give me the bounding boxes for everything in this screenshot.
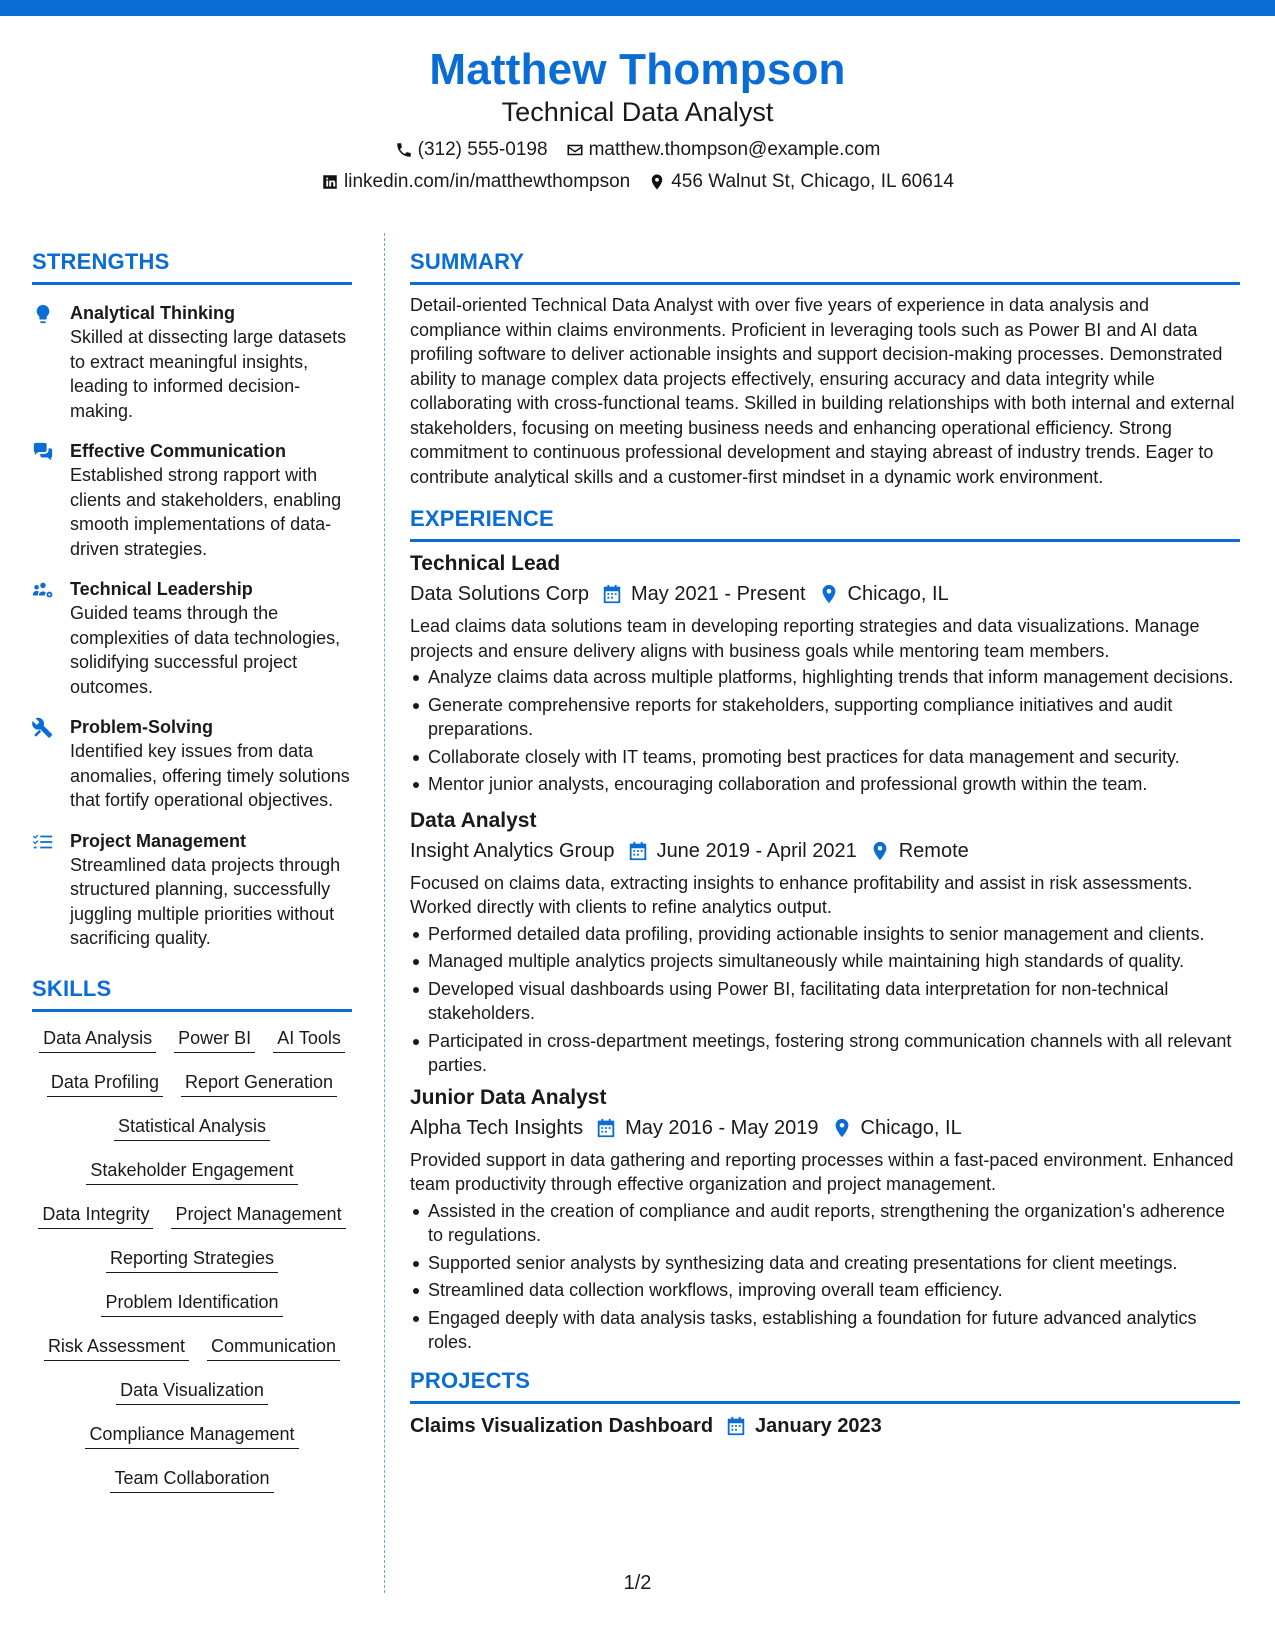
candidate-title: Technical Data Analyst — [501, 97, 774, 127]
linkedin-text[interactable]: linkedin.com/in/matthewthompson — [344, 171, 631, 192]
bullet-item: Streamlined data collection workflows, improving overall team efficiency. — [410, 1278, 1240, 1303]
linkedin-icon — [321, 173, 339, 191]
job-bullets — [410, 1199, 1240, 1355]
skill-tag: Team Collaboration — [110, 1466, 273, 1493]
contact-phone — [395, 138, 548, 162]
resume-header — [0, 44, 1275, 194]
strength-title: Effective Communication — [70, 441, 287, 461]
project-entry — [410, 1412, 1240, 1440]
skill-tag: Project Management — [171, 1202, 345, 1229]
phone-icon — [395, 141, 413, 159]
job-company: Data Solutions Corp — [410, 583, 589, 605]
address-text: 456 Walnut St, Chicago, IL 60614 — [671, 171, 954, 192]
skill-tag: Data Integrity — [38, 1202, 153, 1229]
strength-desc: Streamlined data projects through structured planning, successfully juggling multiple priorities without sacrificing quality. — [70, 854, 341, 948]
skill-tag: AI Tools — [273, 1026, 345, 1053]
project-name: Claims Visualization Dashboard — [410, 1414, 714, 1437]
strength-item — [32, 829, 352, 951]
job-company: Alpha Tech Insights — [410, 1116, 584, 1139]
bullet-item: Analyze claims data across multiple platforms, highlighting trends that inform management decisions. — [410, 665, 1240, 690]
left-column — [32, 248, 352, 1510]
job-meta — [410, 837, 1240, 865]
chat-bubbles-icon — [32, 441, 54, 463]
contact-row-1 — [0, 138, 1275, 162]
skill-row — [32, 1202, 352, 1229]
calendar-icon — [601, 583, 623, 605]
skill-row — [32, 1334, 352, 1361]
experience-heading: EXPERIENCE — [410, 505, 1240, 542]
bullet-item: Generate comprehensive reports for stakeholders, supporting compliance initiatives and audit preparations. — [410, 693, 1240, 742]
bullet-item: Performed detailed data profiling, providing actionable insights to senior management and clients. — [410, 922, 1240, 947]
skill-tag: Communication — [207, 1334, 340, 1361]
skill-tag: Report Generation — [181, 1070, 337, 1097]
bullet-item: Engaged deeply with data analysis tasks, establishing a foundation for future advanced analytics roles. — [410, 1306, 1240, 1355]
job-description: Lead claims data solutions team in developing reporting strategies and data visualizations. Manage projects and ensure delivery aligns with business goals while mentoring team members. — [410, 616, 1200, 661]
strength-title: Analytical Thinking — [70, 303, 236, 323]
strength-desc: Skilled at dissecting large datasets to extract meaningful insights, leading to informed decision-making. — [70, 327, 347, 421]
envelope-icon — [566, 141, 584, 159]
calendar-icon — [595, 1117, 617, 1139]
email-text[interactable]: matthew.thompson@example.com — [588, 139, 881, 160]
strength-desc: Identified key issues from data anomalies, offering timely solutions that fortify operational objectives. — [70, 741, 350, 810]
job-dates: May 2016 - May 2019 — [625, 1116, 819, 1139]
bullet-item: Collaborate closely with IT teams, promoting best practices for data management and security. — [410, 745, 1240, 770]
bullet-item: Supported senior analysts by synthesizing data and creating presentations for client meetings. — [410, 1251, 1240, 1276]
job-bullets — [410, 922, 1240, 1078]
calendar-icon — [627, 840, 649, 862]
contact-email[interactable] — [566, 138, 881, 162]
bullet-item: Mentor junior analysts, encouraging collaboration and professional growth within the team. — [410, 772, 1240, 797]
strength-desc: Guided teams through the complexities of data technologies, solidifying successful project outcomes. — [70, 603, 341, 697]
column-divider — [384, 233, 385, 1593]
job-meta — [410, 1114, 1240, 1142]
contact-address — [648, 170, 954, 194]
bullet-item: Managed multiple analytics projects simultaneously while maintaining high standards of quality. — [410, 949, 1240, 974]
skill-row — [32, 1378, 352, 1405]
strength-title: Problem-Solving — [70, 717, 214, 737]
strengths-heading: STRENGTHS — [32, 248, 352, 285]
bullet-item: Assisted in the creation of compliance and audit reports, strengthening the organization's adherence to regulations. — [410, 1199, 1240, 1248]
skill-row — [32, 1114, 352, 1141]
job-entry — [410, 807, 1240, 1078]
skill-tag: Stakeholder Engagement — [86, 1158, 297, 1185]
strength-title: Project Management — [70, 830, 247, 851]
job-description: Provided support in data gathering and reporting processes within a fast-paced environment. Enhanced team productivity through effective organization and project management. — [410, 1149, 1234, 1194]
summary-heading: SUMMARY — [410, 248, 1240, 285]
skill-tag: Power BI — [174, 1026, 255, 1053]
lightbulb-icon — [32, 303, 54, 325]
contact-linkedin[interactable] — [321, 170, 630, 194]
job-dates: June 2019 - April 2021 — [656, 839, 857, 862]
team-gear-icon — [32, 579, 54, 601]
job-location: Remote — [898, 839, 969, 862]
skill-row — [32, 1290, 352, 1317]
candidate-name: Matthew Thompson — [429, 45, 846, 94]
strength-item — [32, 715, 352, 813]
map-pin-icon — [869, 840, 891, 862]
job-entry — [410, 550, 1240, 797]
bullet-item: Participated in cross-department meetings, fostering strong communication channels with all relevant parties. — [410, 1029, 1240, 1078]
task-list-icon — [32, 831, 54, 853]
skill-tag: Compliance Management — [85, 1422, 298, 1449]
tools-icon — [32, 717, 54, 739]
strength-item — [32, 439, 352, 561]
skills-list — [32, 1026, 352, 1493]
job-company: Insight Analytics Group — [410, 839, 615, 862]
strength-title: Technical Leadership — [70, 579, 253, 599]
projects-heading: PROJECTS — [410, 1367, 1240, 1404]
skill-row — [32, 1246, 352, 1273]
job-location: Chicago, IL — [847, 583, 949, 605]
calendar-icon — [725, 1415, 747, 1437]
job-title: Data Analyst — [410, 808, 537, 832]
skill-tag: Reporting Strategies — [106, 1246, 278, 1273]
phone-text: (312) 555-0198 — [417, 139, 548, 160]
skill-row — [32, 1026, 352, 1053]
skill-tag: Problem Identification — [101, 1290, 282, 1317]
map-pin-icon — [818, 583, 840, 605]
job-title: Technical Lead — [410, 552, 561, 575]
job-meta — [410, 580, 1240, 608]
job-dates: May 2021 - Present — [630, 583, 806, 605]
strength-item — [32, 577, 352, 699]
strength-item — [32, 301, 352, 423]
skill-row — [32, 1158, 352, 1185]
bullet-item: Developed visual dashboards using Power BI, facilitating data interpretation for non-technical stakeholders. — [410, 977, 1240, 1026]
skill-tag: Data Profiling — [47, 1070, 163, 1097]
map-pin-icon — [831, 1117, 853, 1139]
job-location: Chicago, IL — [860, 1116, 962, 1139]
skill-row — [32, 1422, 352, 1449]
skill-tag: Risk Assessment — [44, 1334, 189, 1361]
job-description: Focused on claims data, extracting insights to enhance profitability and assist in risk assessments. Worked directly with clients to refine analytics output. — [410, 872, 1193, 917]
skill-tag: Data Analysis — [39, 1026, 156, 1053]
strength-desc: Established strong rapport with clients and stakeholders, enabling smooth implementations of data-driven strategies. — [70, 465, 342, 559]
job-bullets — [410, 665, 1240, 797]
top-accent-bar — [0, 0, 1275, 16]
skills-heading: SKILLS — [32, 975, 352, 1012]
skill-tag: Statistical Analysis — [114, 1114, 270, 1141]
job-entry — [410, 1084, 1240, 1355]
summary-text: Detail-oriented Technical Data Analyst with over five years of experience in data analysis and compliance within claims environments. Proficient in leveraging tools such as Power BI and AI data profiling software to deliver actionable insights and support decision-making processes. Demonstrated ability to manage complex data projects effectively, ensuring accuracy and data integrity while collaborating with cross-functional teams. Skilled in building relationships with both internal and external stakeholders, focusing on meeting business needs and enhancing operational efficiency. Strong commitment to continuous professional development and staying abreast of industry trends. Eager to contribute analytical skills and a customer-first mindset in a dynamic work environment. — [410, 295, 1235, 487]
page-number: 1/2 — [623, 1572, 652, 1594]
project-date: January 2023 — [755, 1414, 882, 1437]
skill-row — [32, 1466, 352, 1493]
contact-row-2 — [0, 170, 1275, 194]
skill-tag: Data Visualization — [116, 1378, 268, 1405]
job-title: Junior Data Analyst — [410, 1085, 607, 1109]
map-pin-icon — [648, 173, 666, 191]
right-column — [410, 248, 1240, 1440]
skill-row — [32, 1070, 352, 1097]
